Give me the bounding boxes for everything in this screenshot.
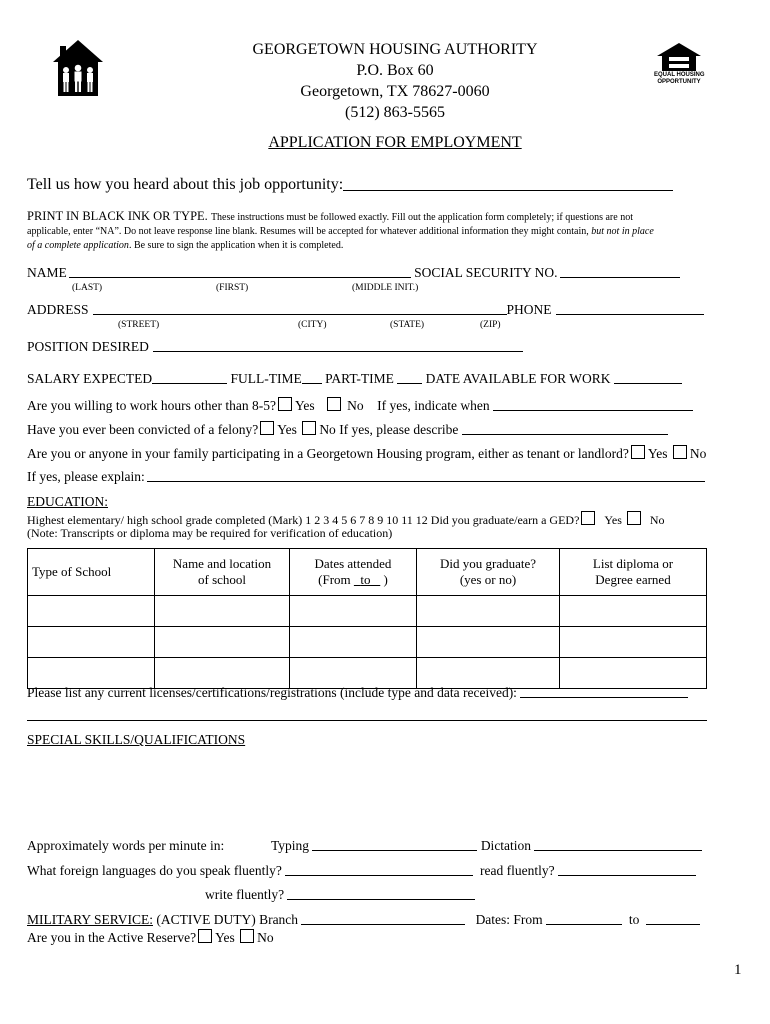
org-phone: (512) 863-5565: [345, 104, 445, 121]
instructions-lead: PRINT IN BLACK INK OR TYPE.: [27, 209, 208, 223]
program-no-checkbox[interactable]: [673, 445, 687, 459]
felony-yes-checkbox[interactable]: [260, 421, 274, 435]
reserve-no-checkbox[interactable]: [240, 929, 254, 943]
military-dates-label: Dates: From: [475, 912, 543, 927]
licenses-row: [27, 685, 688, 701]
languages-speak-field[interactable]: [285, 874, 473, 876]
table-cell[interactable]: [417, 596, 560, 627]
reserve-yes-label: Yes: [215, 930, 235, 945]
ged-no-checkbox[interactable]: [627, 511, 641, 525]
wpm-label: Approximately words per minute in:: [27, 838, 225, 853]
name-first-caption: (FIRST): [216, 283, 249, 293]
program-no-label: No: [689, 446, 707, 461]
date-available-label: DATE AVAILABLE FOR WORK: [425, 371, 611, 386]
col-dates-close: ): [380, 572, 388, 587]
languages-write-row: [205, 887, 475, 903]
program-yes-checkbox[interactable]: [631, 445, 645, 459]
reserve-question: Are you in the Active Reserve?: [27, 930, 197, 945]
felony-no-checkbox[interactable]: [302, 421, 316, 435]
phone-label: PHONE: [506, 302, 552, 317]
name-label: NAME: [27, 265, 67, 280]
col-graduate-label-b: (yes or no): [459, 572, 517, 587]
col-name-label-a: Name and location: [172, 556, 272, 571]
col-dates-from: (From: [318, 572, 354, 587]
address-state-caption: (STATE): [390, 320, 425, 330]
felony-no-label: No: [319, 422, 336, 437]
instructions-line-1: [27, 209, 633, 224]
hours-if-label: If yes, indicate when: [377, 398, 490, 413]
ssn-field[interactable]: [560, 276, 680, 278]
page-number: 1: [734, 962, 742, 978]
hours-row: [27, 397, 693, 414]
instructions-text-2a: applicable, enter “NA”. Do not leave response line blank. Resumes will be accepted for whatever additional information they might contain,: [27, 226, 589, 237]
felony-if-label: If yes, please describe: [339, 422, 459, 437]
explain-field[interactable]: [147, 480, 705, 482]
hours-yes-label: Yes: [294, 398, 315, 413]
licenses-field-2[interactable]: [27, 720, 707, 721]
table-cell[interactable]: [290, 627, 417, 658]
table-cell[interactable]: [560, 627, 707, 658]
military-from-field[interactable]: [546, 923, 622, 925]
languages-speak-label: What foreign languages do you speak fluently?: [27, 863, 282, 878]
heard-field[interactable]: [343, 189, 673, 191]
page-title: APPLICATION FOR EMPLOYMENT: [268, 134, 522, 151]
instructions-line-2: [27, 226, 654, 237]
table-cell[interactable]: [28, 596, 155, 627]
ged-no-label: No: [649, 513, 665, 527]
instructions-line-3: [27, 240, 343, 251]
felony-yes-label: Yes: [277, 422, 297, 437]
education-grade-line: Highest elementary/ high school grade completed (Mark) 1 2 3 4 5 6 7 8 9 10 11 12 Did you graduate/earn a GED?: [27, 513, 580, 527]
explain-row: [27, 469, 705, 485]
education-table: [27, 548, 707, 689]
heard-label: Tell us how you heard about this job opportunity:: [27, 176, 344, 193]
position-field[interactable]: [153, 350, 523, 352]
address-label: ADDRESS: [27, 302, 89, 317]
hours-question: Are you willing to work hours other than 8-5?: [27, 398, 276, 413]
name-row: [27, 265, 680, 281]
instructions-text-2b: but not in place: [588, 226, 654, 237]
languages-read-label: read fluently?: [480, 863, 555, 878]
name-middle-caption: (MIDDLE INIT.): [352, 283, 419, 293]
phone-field[interactable]: [556, 313, 704, 315]
languages-read-field[interactable]: [558, 874, 696, 876]
org-name: GEORGETOWN HOUSING AUTHORITY: [252, 41, 538, 58]
program-question: Are you or anyone in your family participating in a Georgetown Housing program, either as tenant or landlord?: [27, 446, 629, 461]
typing-row: [271, 838, 702, 854]
table-cell[interactable]: [290, 596, 417, 627]
education-note: (Note: Transcripts or diploma may be required for verification of education): [27, 526, 393, 540]
date-available-field[interactable]: [614, 382, 682, 384]
col-type-of-school: [28, 549, 155, 596]
table-row: [28, 627, 707, 658]
po-box: P.O. Box 60: [356, 62, 434, 79]
col-diploma-label-b: Degree earned: [595, 572, 671, 587]
col-dates: [290, 549, 417, 596]
table-cell[interactable]: [417, 627, 560, 658]
instructions-text-3b: . Be sure to sign the application when it is completed.: [128, 240, 344, 251]
address-row: [27, 302, 704, 318]
education-table-header: [28, 549, 707, 596]
part-time-label: PART-TIME: [325, 371, 394, 386]
typing-field[interactable]: [312, 849, 477, 851]
education-heading: EDUCATION:: [27, 494, 108, 509]
col-name-location: [155, 549, 290, 596]
table-cell[interactable]: [560, 596, 707, 627]
licenses-label: Please list any current licenses/certifications/registrations (include type and data received):: [27, 685, 517, 700]
military-to-label: to: [628, 912, 640, 927]
typing-label: Typing: [271, 838, 310, 853]
salary-label: SALARY EXPECTED: [27, 371, 153, 386]
city-line: Georgetown, TX 78627-0060: [300, 83, 490, 100]
ssn-label: SOCIAL SECURITY NO.: [414, 265, 558, 280]
hours-no-checkbox[interactable]: [327, 397, 341, 411]
address-street-caption: (STREET): [118, 320, 160, 330]
table-cell[interactable]: [28, 627, 155, 658]
hours-yes-checkbox[interactable]: [278, 397, 292, 411]
equal-housing-text-2: OPPORTUNITY: [657, 79, 701, 85]
col-dates-label-a: Dates attended: [314, 556, 392, 571]
table-cell[interactable]: [28, 658, 155, 689]
col-dates-to: [354, 572, 380, 587]
dictation-field[interactable]: [534, 849, 702, 851]
program-row: [27, 445, 706, 462]
ged-yes-label: Yes: [604, 513, 622, 527]
table-cell[interactable]: [155, 596, 290, 627]
languages-speak-row: [27, 863, 696, 879]
name-last-caption: (LAST): [72, 283, 103, 293]
name-field[interactable]: [69, 276, 411, 278]
col-dates-to-text: to: [360, 572, 371, 587]
instructions-text-3a: of a complete application: [27, 240, 129, 251]
table-cell[interactable]: [155, 627, 290, 658]
military-branch-field[interactable]: [301, 923, 465, 925]
col-graduate-label-a: Did you graduate?: [439, 556, 537, 571]
instructions-text-1: These instructions must be followed exactly. Fill out the application form completely; if questions are not: [210, 212, 633, 223]
full-time-field[interactable]: [302, 382, 322, 384]
wpm-row: [27, 838, 224, 854]
address-field[interactable]: [93, 313, 507, 315]
skills-heading: SPECIAL SKILLS/QUALIFICATIONS: [27, 732, 246, 747]
military-heading: MILITARY SERVICE:: [27, 912, 153, 927]
reserve-no-label: No: [257, 930, 274, 945]
table-cell[interactable]: [417, 658, 560, 689]
salary-row: [27, 371, 682, 387]
salary-field[interactable]: [152, 382, 227, 384]
licenses-field-1[interactable]: [520, 696, 688, 698]
position-row: [27, 339, 523, 355]
col-dates-label-b: [294, 572, 412, 588]
col-diploma-label-a: List diploma or: [592, 556, 674, 571]
ged-yes-checkbox[interactable]: [581, 511, 595, 525]
table-cell[interactable]: [560, 658, 707, 689]
col-diploma: [560, 549, 707, 596]
hours-when-field[interactable]: [493, 409, 693, 411]
military-branch-label: (ACTIVE DUTY) Branch: [152, 912, 299, 927]
table-row: [28, 658, 707, 689]
reserve-row: [27, 929, 274, 946]
reserve-yes-checkbox[interactable]: [198, 929, 212, 943]
letterhead: [0, 39, 770, 123]
explain-label: If yes, please explain:: [27, 469, 145, 484]
address-zip-caption: (ZIP): [480, 320, 501, 330]
military-to-field[interactable]: [646, 923, 700, 925]
heard-row: [27, 176, 673, 194]
part-time-field[interactable]: [397, 382, 422, 384]
military-row: [27, 912, 700, 928]
table-cell[interactable]: [155, 658, 290, 689]
position-label: POSITION DESIRED: [27, 339, 149, 354]
table-cell[interactable]: [290, 658, 417, 689]
full-time-label: FULL-TIME: [230, 371, 302, 386]
equal-housing-text-1: EQUAL HOUSING: [654, 72, 705, 78]
felony-question: Have you ever been convicted of a felony?: [27, 422, 259, 437]
felony-row: [27, 421, 668, 438]
col-type-label: Type of School: [32, 564, 112, 579]
address-city-caption: (CITY): [298, 320, 327, 330]
felony-describe-field[interactable]: [462, 433, 668, 435]
col-graduate: [417, 549, 560, 596]
dictation-label: Dictation: [480, 838, 532, 853]
table-row: [28, 596, 707, 627]
hours-no-label: No: [347, 398, 364, 413]
program-yes-label: Yes: [647, 446, 668, 461]
languages-write-field[interactable]: [287, 898, 475, 900]
languages-write-label: write fluently?: [205, 887, 285, 902]
col-name-label-b: of school: [197, 572, 247, 587]
